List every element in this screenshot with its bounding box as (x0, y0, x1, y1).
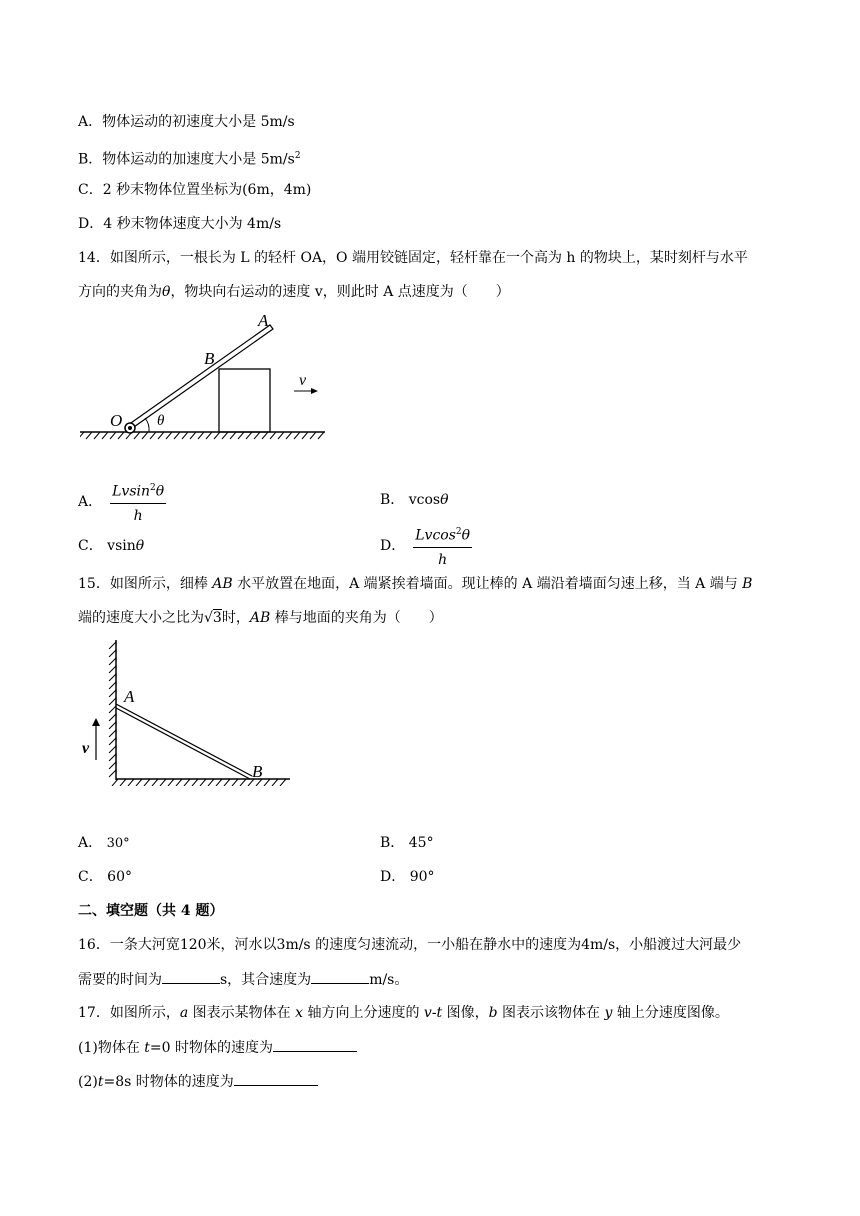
stem-text: 方向的夹角为 (78, 284, 162, 300)
section-title: 二、填空题（共 4 题） (78, 903, 224, 919)
option-letter: C． (78, 538, 103, 554)
label-a: A (124, 687, 135, 706)
stem-text: (2) (78, 1074, 98, 1090)
stem-text: 轴方向上分速度的 (303, 1005, 424, 1021)
option-text: 45° (408, 835, 434, 851)
label-a: A (258, 311, 269, 330)
answer-blank-sub1[interactable] (273, 1037, 357, 1052)
option-text: 90° (409, 869, 435, 885)
option-letter: B． (78, 151, 103, 168)
q14-rod-block-figure (80, 308, 330, 440)
option-letter: A． (78, 494, 103, 510)
theta-symbol: θ (162, 284, 171, 300)
q14-stem-line1: 14．如图所示，一根长为 L 的轻杆 OA，O 端用铰链固定，轻杆靠在一个高为 h 的物块上，某时刻杆与水平 (78, 250, 748, 266)
stem-text: (1)物体在 (78, 1040, 145, 1056)
superscript: 2 (455, 526, 462, 537)
stem-text: 17．如图所示， (78, 1005, 180, 1021)
option-text: 4 秒末物体速度大小为 4m/s (103, 216, 282, 232)
option-letter: C． (78, 869, 103, 885)
option-letter: C． (78, 182, 103, 198)
numerator-text: Lvsin (112, 483, 151, 500)
option-text: 2 秒末物体位置坐标为(6m，4m) (102, 182, 312, 198)
stem-text: 轴上分速度图像。 (612, 1005, 729, 1021)
theta-symbol: θ (135, 538, 145, 554)
answer-blank-time[interactable] (162, 969, 220, 984)
q15-option-a (78, 833, 130, 854)
variable: t (144, 1040, 150, 1056)
label-b: B (252, 762, 263, 781)
option-text: vsin (107, 538, 136, 554)
fraction (110, 478, 166, 527)
numerator (110, 478, 166, 505)
rod (128, 325, 273, 429)
option-text: vcos (408, 492, 441, 508)
stem-text: 水平放置在地面，A 端紧挨着墙面。现让棒的 A 端沿着墙面匀速上移，当 A 端与 (232, 576, 743, 592)
ground-hatching (80, 432, 324, 439)
superscript: 2 (150, 482, 156, 493)
stem-text: 15．如图所示，细棒 (78, 576, 213, 592)
velocity-arrowhead (92, 718, 100, 726)
stem-text: =8s 时物体的速度为 (103, 1074, 234, 1090)
variable: t (97, 1074, 104, 1090)
label-v: v (299, 372, 307, 389)
stem-text: m/s。 (369, 972, 409, 988)
rod-edge-top (116, 704, 252, 776)
option-text: 物体运动的加速度大小是 5m/s (102, 151, 295, 168)
option-letter: A． (78, 835, 103, 851)
rod-name: AB (212, 576, 233, 592)
numerator-text: Lvcos (415, 527, 456, 544)
q14-option-b (380, 490, 449, 510)
option-text: 30° (106, 836, 130, 851)
rod-edge-bottom (116, 708, 250, 779)
hinge-pin (128, 426, 132, 430)
q15-option-c (78, 867, 132, 887)
velocity-arrowhead (311, 388, 318, 394)
wall-hatching (109, 642, 116, 777)
denominator: h (133, 508, 143, 525)
theta-symbol: θ (461, 527, 471, 544)
q15-option-d (380, 867, 435, 887)
option-text: 60° (107, 869, 132, 885)
stem-text: 端的速度大小之比为 (78, 610, 204, 626)
angle-arc (145, 418, 149, 432)
stem-text: 图表示该物体在 (497, 1005, 605, 1021)
q13-option-d (78, 214, 281, 234)
axis-name: x (295, 1005, 303, 1021)
q14-stem-line2 (78, 282, 510, 302)
graph-name: a (179, 1005, 189, 1021)
option-letter: B． (380, 492, 405, 508)
q15-stem-line1 (78, 574, 752, 594)
point-name: B (742, 576, 753, 592)
q14-option-c (78, 536, 144, 556)
rod-name: AB (249, 610, 271, 626)
q16-stem-line1: 16．一条大河宽120米，河水以3m/s 的速度匀速流动，一小船在静水中的速度为4m/s，小船渡过大河最少 (78, 937, 742, 953)
stem-text: 时， (221, 610, 250, 626)
stem-text: 图表示某物体在 (188, 1005, 296, 1021)
q15-wall-rod-figure (78, 636, 298, 786)
denominator: h (438, 552, 448, 569)
q13-option-b (78, 146, 301, 170)
q13-option-a (78, 112, 295, 132)
q14-option-d (380, 526, 472, 569)
superscript: 2 (294, 151, 301, 161)
label-o: O (110, 411, 123, 430)
q15-stem-line2 (78, 608, 443, 628)
graph-name: b (488, 1005, 498, 1021)
q17-stem (78, 1003, 729, 1023)
q14-option-a (78, 482, 166, 525)
answer-blank-sub2[interactable] (234, 1071, 318, 1086)
label-theta: θ (157, 413, 165, 429)
label-v: v (82, 740, 90, 757)
q17-sub2 (78, 1071, 318, 1092)
stem-text: 图像， (442, 1005, 489, 1021)
radicand: 3 (212, 610, 222, 626)
option-letter: D． (380, 538, 406, 554)
theta-symbol: θ (155, 483, 165, 500)
q13-option-c (78, 180, 311, 200)
q15-option-b (380, 833, 434, 853)
q17-sub1 (78, 1037, 357, 1058)
stem-text: 需要的时间为 (78, 972, 162, 988)
option-letter: D． (78, 216, 104, 232)
option-letter: A． (78, 114, 103, 130)
stem-text: =0 时物体的速度为 (149, 1040, 274, 1056)
stem-text: s，其合速度为 (220, 972, 312, 988)
sqrt-symbol: √3 (204, 610, 222, 626)
numerator (413, 522, 472, 549)
option-letter: B． (380, 835, 405, 851)
graph-type: v-t (423, 1005, 443, 1021)
q16-stem-line2 (78, 969, 408, 990)
option-text: 物体运动的初速度大小是 5m/s (102, 114, 295, 130)
answer-blank-velocity[interactable] (311, 969, 369, 984)
option-letter: D． (380, 869, 406, 885)
block (219, 369, 270, 432)
label-b: B (204, 349, 215, 368)
stem-text: ，物块向右运动的速度 v，则此时 A 点速度为（ ） (170, 284, 510, 300)
theta-symbol: θ (440, 492, 449, 508)
stem-text: 棒与地面的夹角为（ ） (270, 610, 443, 626)
axis-name: y (604, 1005, 613, 1021)
fraction (413, 522, 472, 571)
